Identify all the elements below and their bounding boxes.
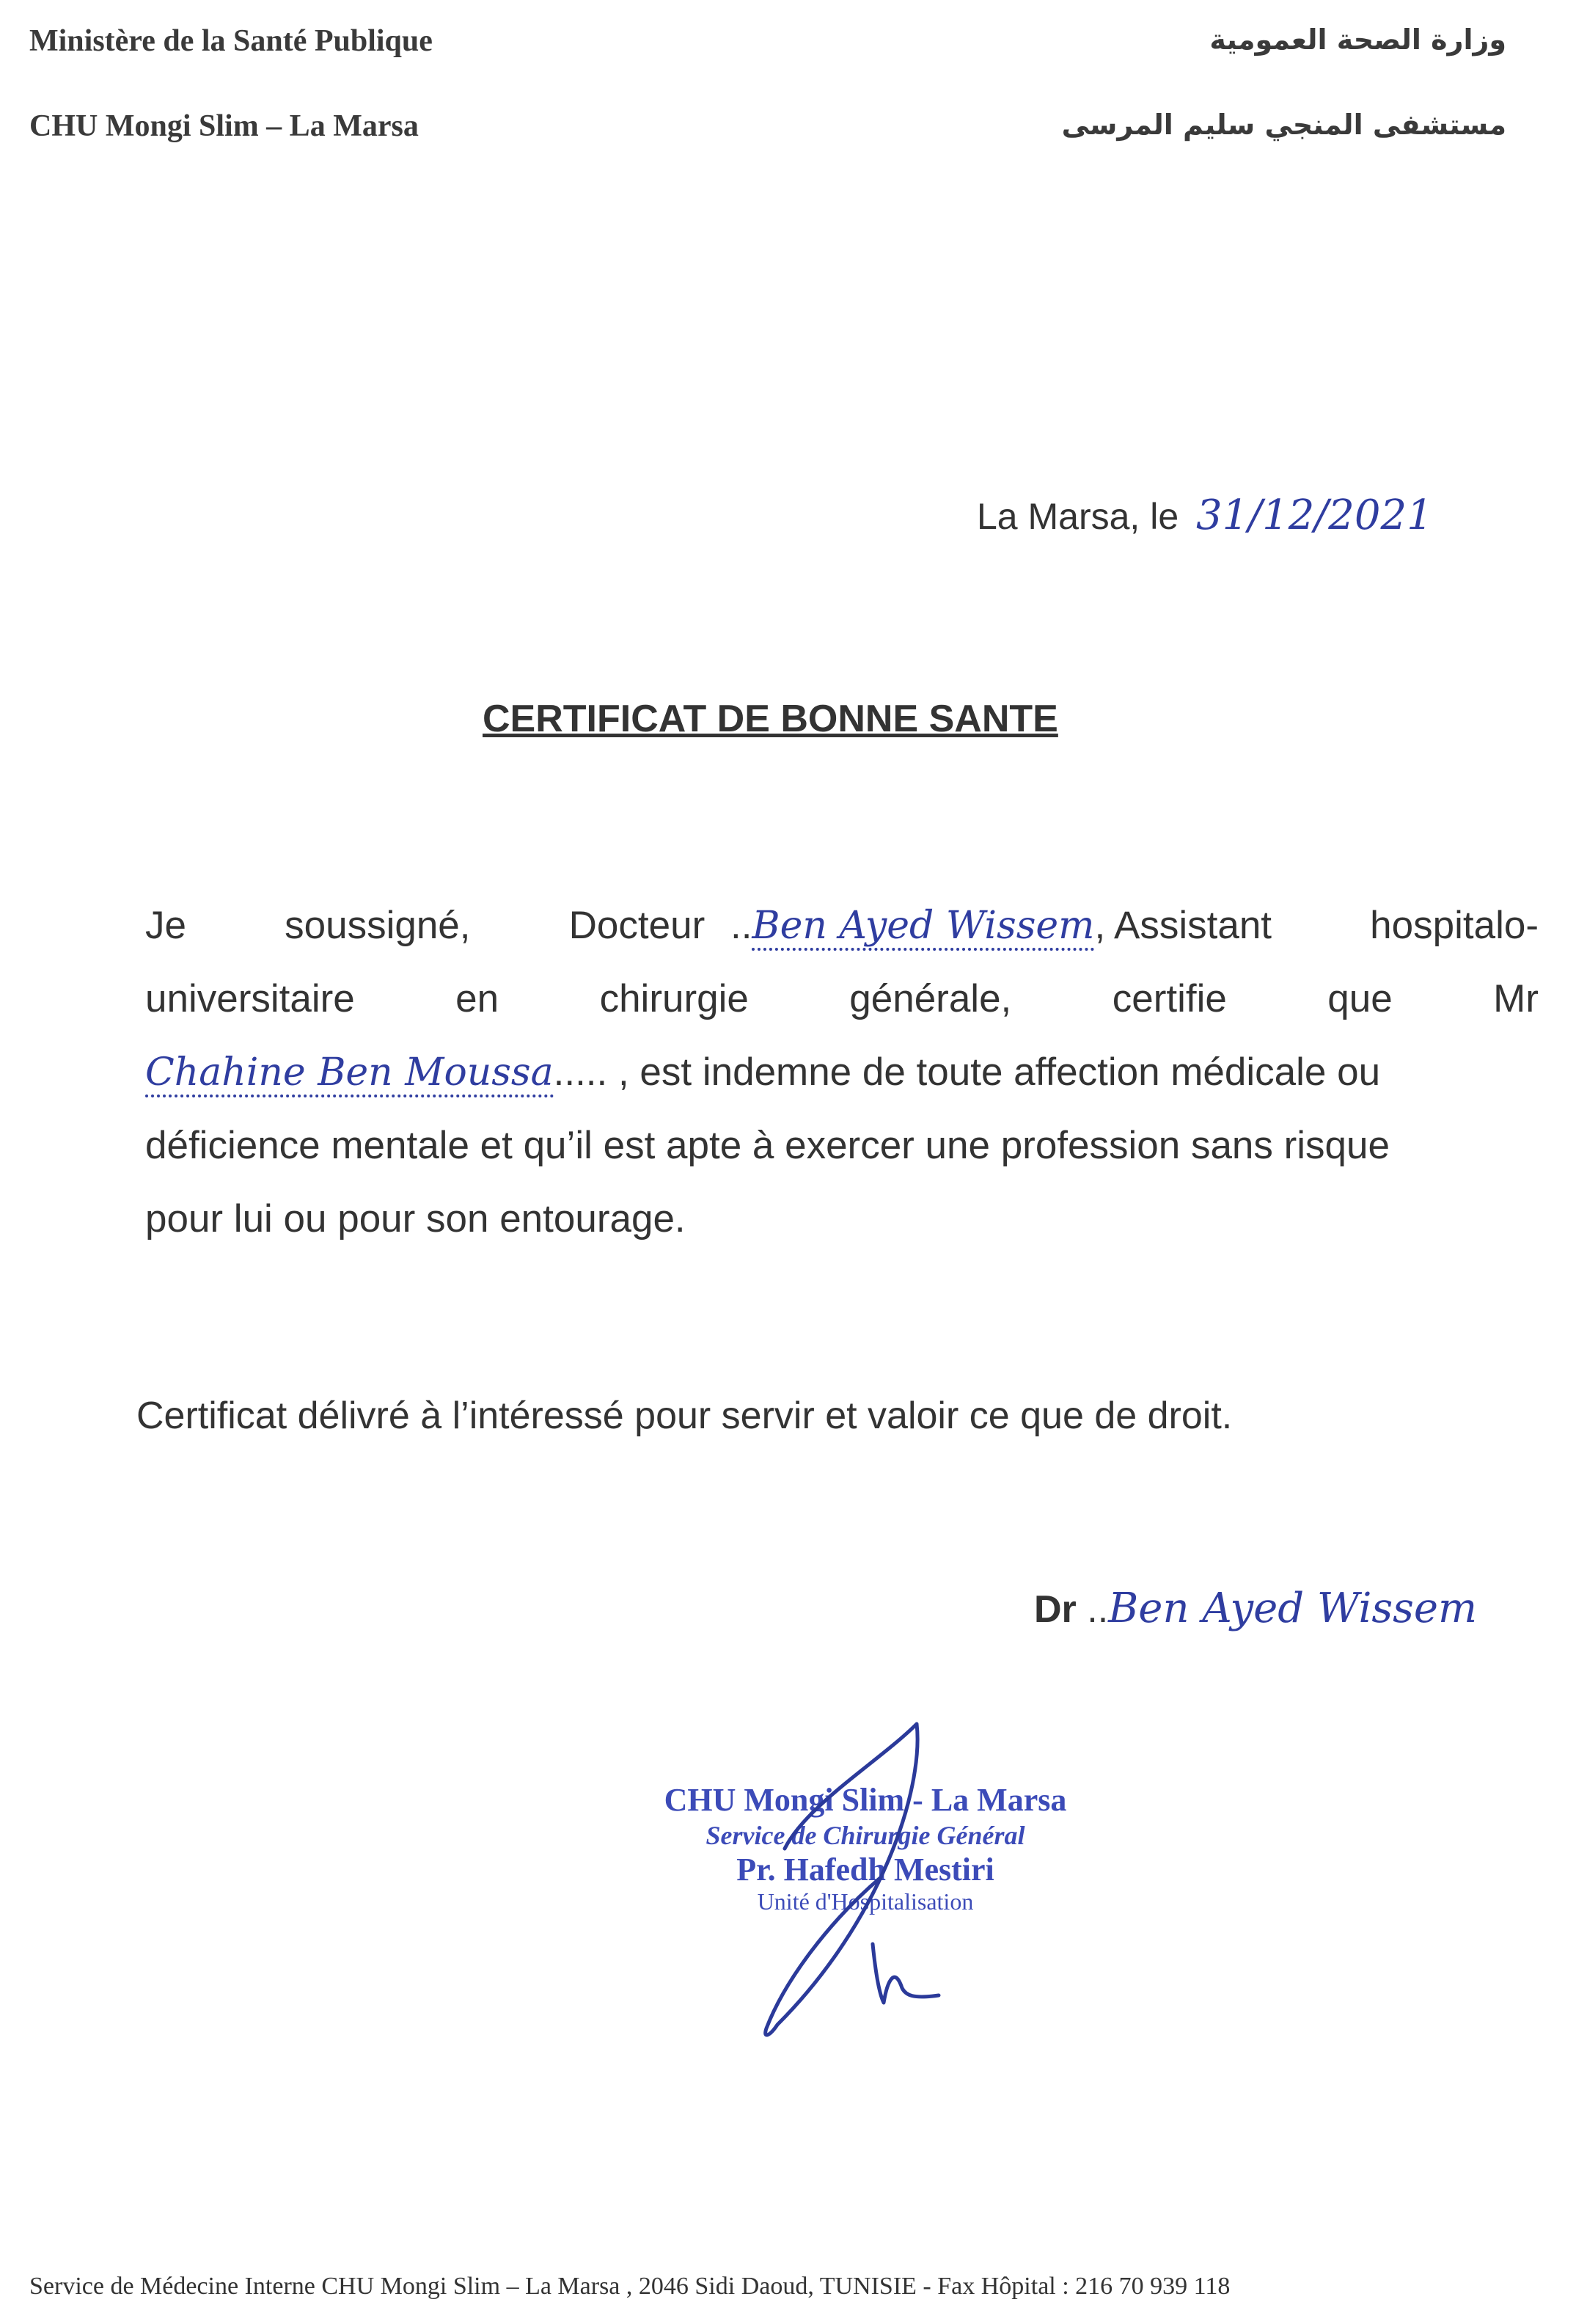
body-line-2: universitaire en chirurgie générale, certifie que Mr — [145, 977, 1539, 1020]
handwritten-date: 31/12/2021 — [1196, 492, 1433, 539]
body-line-5: pour lui ou pour son entourage. — [145, 1197, 686, 1240]
stamp-line-2: Service de Chirurgie Général — [705, 1821, 1025, 1850]
ministry-name-ar: وزارة الصحة العمومية — [1209, 23, 1506, 56]
body-line-4: déficience mentale et qu’il est apte à exercer une profession sans risque — [145, 1124, 1390, 1167]
document-title: CERTIFICAT DE BONNE SANTE — [483, 698, 1058, 740]
signature-line: Dr ..Ben Ayed Wissem — [1034, 1585, 1478, 1632]
stamp-line-3: Pr. Hafedh Mestiri — [736, 1852, 994, 1888]
signature-prefix: Dr — [1034, 1588, 1077, 1631]
body-line-1: Je soussigné, Docteur ..Ben Ayed Wissem, Assistant hospitalo- — [145, 889, 1539, 962]
stamp-line-4: Unité d'Hospitalisation — [757, 1888, 974, 1915]
stamp-line-1: CHU Mongi Slim - La Marsa — [664, 1782, 1067, 1818]
hospital-name-ar: مستشفى المنجي سليم المرسى — [1061, 109, 1506, 141]
certificate-body — [145, 889, 1539, 1256]
page-footer: Service de Médecine Interne CHU Mongi Slim – La Marsa , 2046 Sidi Daoud, TUNISIE - Fax Hôpital : 216 70 939 118 — [29, 2273, 1231, 2300]
body-line-3: Chahine Ben Moussa..... , est indemne de toute affection médicale ou — [145, 1036, 1539, 1109]
date-prefix: La Marsa, le — [977, 496, 1179, 537]
doctor-name-handwritten: Ben Ayed Wissem — [752, 904, 1094, 951]
signature-handwritten-name: Ben Ayed Wissem — [1108, 1585, 1478, 1632]
date-line — [977, 492, 1433, 539]
signature-scribble — [660, 1702, 997, 2054]
hospital-name-fr: CHU Mongi Slim – La Marsa — [29, 109, 419, 143]
ministry-name-fr: Ministère de la Santé Publique — [29, 24, 433, 58]
closing-statement: Certificat délivré à l’intéressé pour servir et valoir ce que de droit. — [136, 1395, 1233, 1437]
patient-name-handwritten: Chahine Ben Moussa — [145, 1050, 554, 1097]
